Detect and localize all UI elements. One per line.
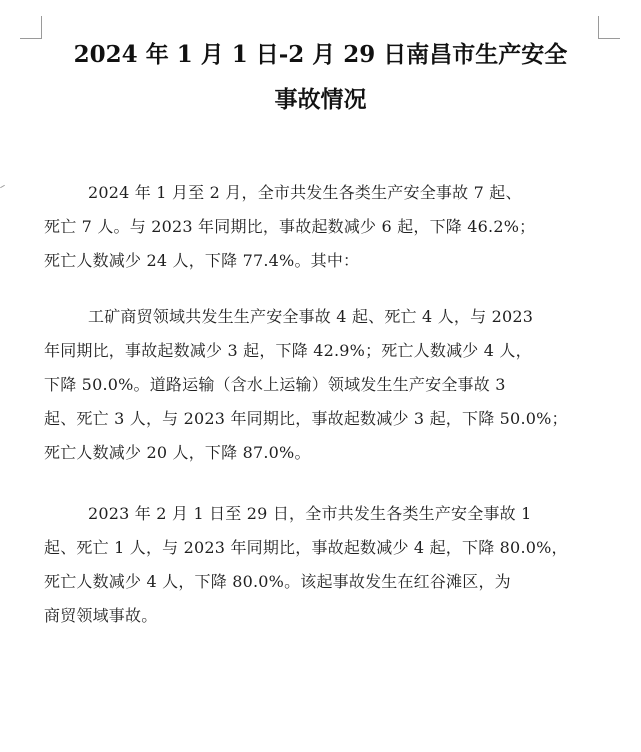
- paragraph-1: [44, 176, 604, 278]
- paragraph-2-line-1: 工矿商贸领域共发生生产安全事故 4 起、死亡 4 人，与 2023: [88, 307, 534, 326]
- paragraph-1-line-1: 2024 年 1 月至 2 月，全市共发生各类生产安全事故 7 起、: [88, 183, 522, 202]
- document-title-line-2: 事故情况: [274, 86, 367, 113]
- paragraph-2-line-5: 死亡人数减少 20 人，下降 87.0%。: [44, 443, 311, 462]
- paragraph-2-line-4: 起、死亡 3 人，与 2023 年同期比，事故起数减少 3 起，下降 50.0%；: [44, 409, 568, 428]
- paragraph-2-line-2: 年同期比，事故起数减少 3 起，下降 42.9%；死亡人数减少 4 人，: [44, 341, 532, 360]
- paragraph-1-line-3: 死亡人数减少 24 人，下降 77.4%。其中：: [44, 251, 360, 270]
- paragraph-2: [44, 300, 604, 470]
- paragraph-3: [44, 497, 604, 633]
- margin-tick-mark: [0, 185, 5, 188]
- paragraph-1-line-2: 死亡 7 人。与 2023 年同期比，事故起数减少 6 起，下降 46.2%；: [44, 217, 536, 236]
- paragraph-2-line-3: 下降 50.0%。道路运输（含水上运输）领域发生生产安全事故 3: [44, 375, 506, 394]
- paragraph-3-line-3: 死亡人数减少 4 人，下降 80.0%。该起事故发生在红谷滩区，为: [44, 572, 511, 591]
- document-title-line-1: 2024 年 1 月 1 日-2 月 29 日南昌市生产安全: [73, 41, 568, 68]
- crop-mark-top-left-vertical: [41, 16, 42, 39]
- paragraph-3-line-2: 起、死亡 1 人，与 2023 年同期比，事故起数减少 4 起，下降 80.0%，: [44, 538, 568, 557]
- crop-mark-top-right-horizontal: [598, 38, 620, 39]
- paragraph-3-line-1: 2023 年 2 月 1 日至 29 日，全市共发生各类生产安全事故 1: [88, 504, 532, 523]
- crop-mark-top-left-horizontal: [20, 38, 42, 39]
- crop-mark-top-right-vertical: [598, 16, 599, 39]
- paragraph-3-line-4: 商贸领域事故。: [44, 606, 158, 625]
